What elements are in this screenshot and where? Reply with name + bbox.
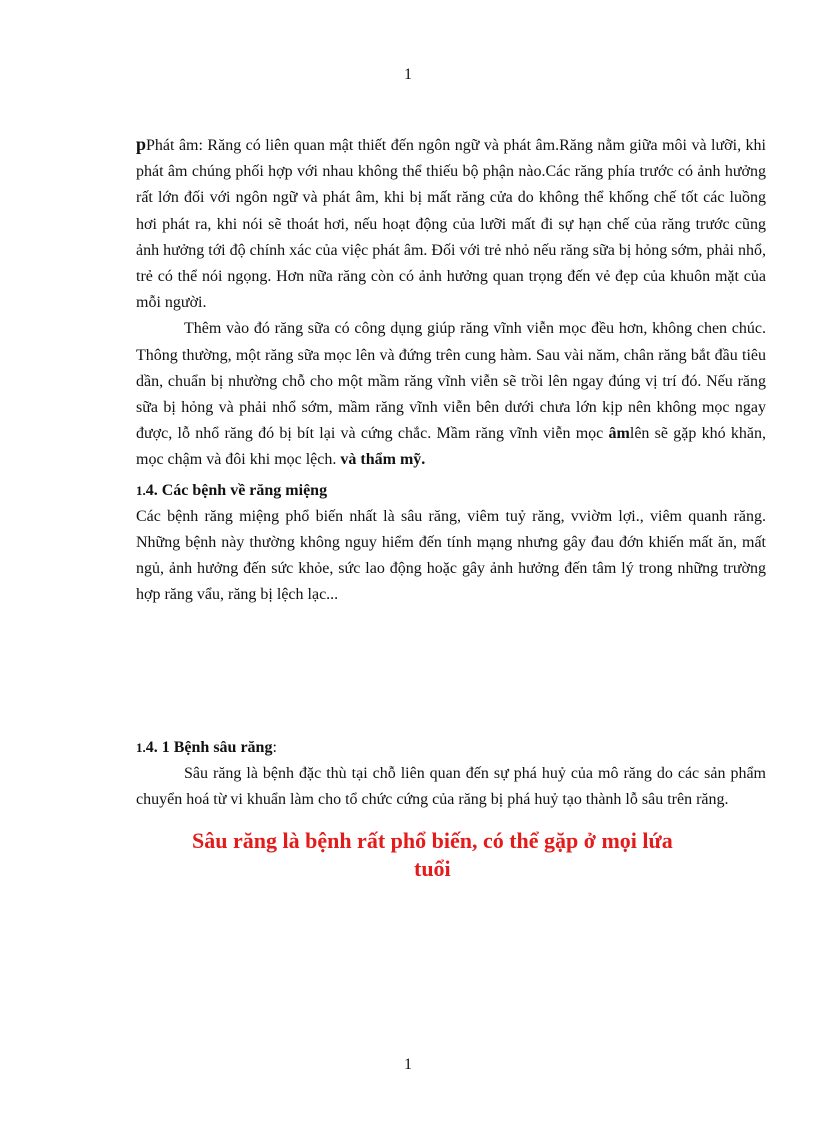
- heading-colon: :: [272, 738, 277, 756]
- paragraph-text: Phát âm: Răng có liên quan mật thiết đến ngôn ngữ và phát âm.Răng nằm giữa môi và lưỡi, khi phát âm chúng phối hợp với nhau không thể thiếu bộ phận nào.Các răng phía trước có ảnh hưởng rất lớn đối với ngôn ngữ và phát âm, khi bị mất răng cửa do không thể khống chế tốt các luồng hơi phát ra, khi nói sẽ thoát hơi, nếu hoạt động của lưỡi mất đi sự hạn chế của răng trước cũng ảnh hưởng tới độ chính xác của việc phát âm. Đối với trẻ nhỏ nếu răng sữa bị hỏng sớm, phải nhổ, trẻ có thể nói ngọng. Hơn nữa răng còn có ảnh hưởng quan trọng đến vẻ đẹp của khuôn mặt của mỗi người.: [136, 137, 766, 312]
- page-number-header: 1: [404, 66, 412, 83]
- red-highlight-title: [136, 827, 766, 883]
- paragraph-pronunciation: [136, 131, 766, 316]
- document-body: [136, 131, 766, 883]
- paragraph-oral-diseases: Các bệnh răng miệng phổ biến nhất là sâu răng, viêm tuỷ răng, vviờm lợi., viêm quanh răng. Những bệnh này thường không nguy hiểm đến tính mạng nhưng gây đau đớn khiến mất ăn, mất ngủ, ảnh hưởng đến sức khỏe, sức lao động hoặc gây ảnh hưởng đến tâm lý trong những trường hợp răng vẩu, răng bị lệch lạc...: [136, 507, 766, 604]
- page-number-footer: 1: [404, 1056, 412, 1073]
- red-title-line-2: tuổi: [414, 856, 451, 882]
- bold-fragment: âm: [608, 425, 630, 443]
- red-title-line-1: Sâu răng là bệnh rất phổ biến, có thể gặp ở mọi lứa: [192, 828, 673, 854]
- stray-lead-letter: p: [136, 134, 147, 154]
- paragraph-tooth-decay: Sâu răng là bệnh đặc thù tại chỗ liên quan đến sự phá huỷ của mô răng do các sản phẩm chuyển hoá từ vi khuẩn làm cho tổ chức cứng của răng bị phá huỷ tạo thành lỗ sâu trên răng.: [136, 764, 766, 809]
- heading-number: 4.: [145, 481, 162, 499]
- bold-fragment: và thẩm mỹ.: [340, 451, 426, 469]
- paragraph-text: lên sẽ gặp khó khăn, mọc chậm và đôi khi mọc lệch.: [136, 425, 766, 469]
- heading-title: Các bệnh về răng miệng: [161, 481, 328, 499]
- heading-number: 1.: [136, 482, 146, 498]
- paragraph-text: Thêm vào đó răng sữa có công dụng giúp răng vĩnh viễn mọc đều hơn, không chen chúc. Thông thường, một răng sữa mọc lên và đứng trên cung hàm. Sau vài năm, chân răng bắt đầu tiêu dần, chuẩn bị nhường chỗ cho một mầm răng vĩnh viễn sẽ trồi lên ngay đúng vị trí đó. Nếu răng sữa bị hỏng và phải nhổ sớm, mầm răng vĩnh viễn bên dưới chưa lớn kịp nên không mọc ngay được, lỗ nhổ răng đó bị bít lại và cứng chắc. Mầm răng vĩnh viễn mọc: [136, 320, 766, 443]
- heading-number: 4. 1: [145, 738, 174, 756]
- spacer: [136, 609, 766, 735]
- heading-title: Bệnh sâu răng: [173, 738, 273, 756]
- section-heading-1-4-1: [136, 735, 766, 761]
- paragraph-baby-teeth: [136, 316, 766, 473]
- heading-number: 1.: [136, 739, 146, 755]
- section-heading-1-4: [136, 478, 766, 504]
